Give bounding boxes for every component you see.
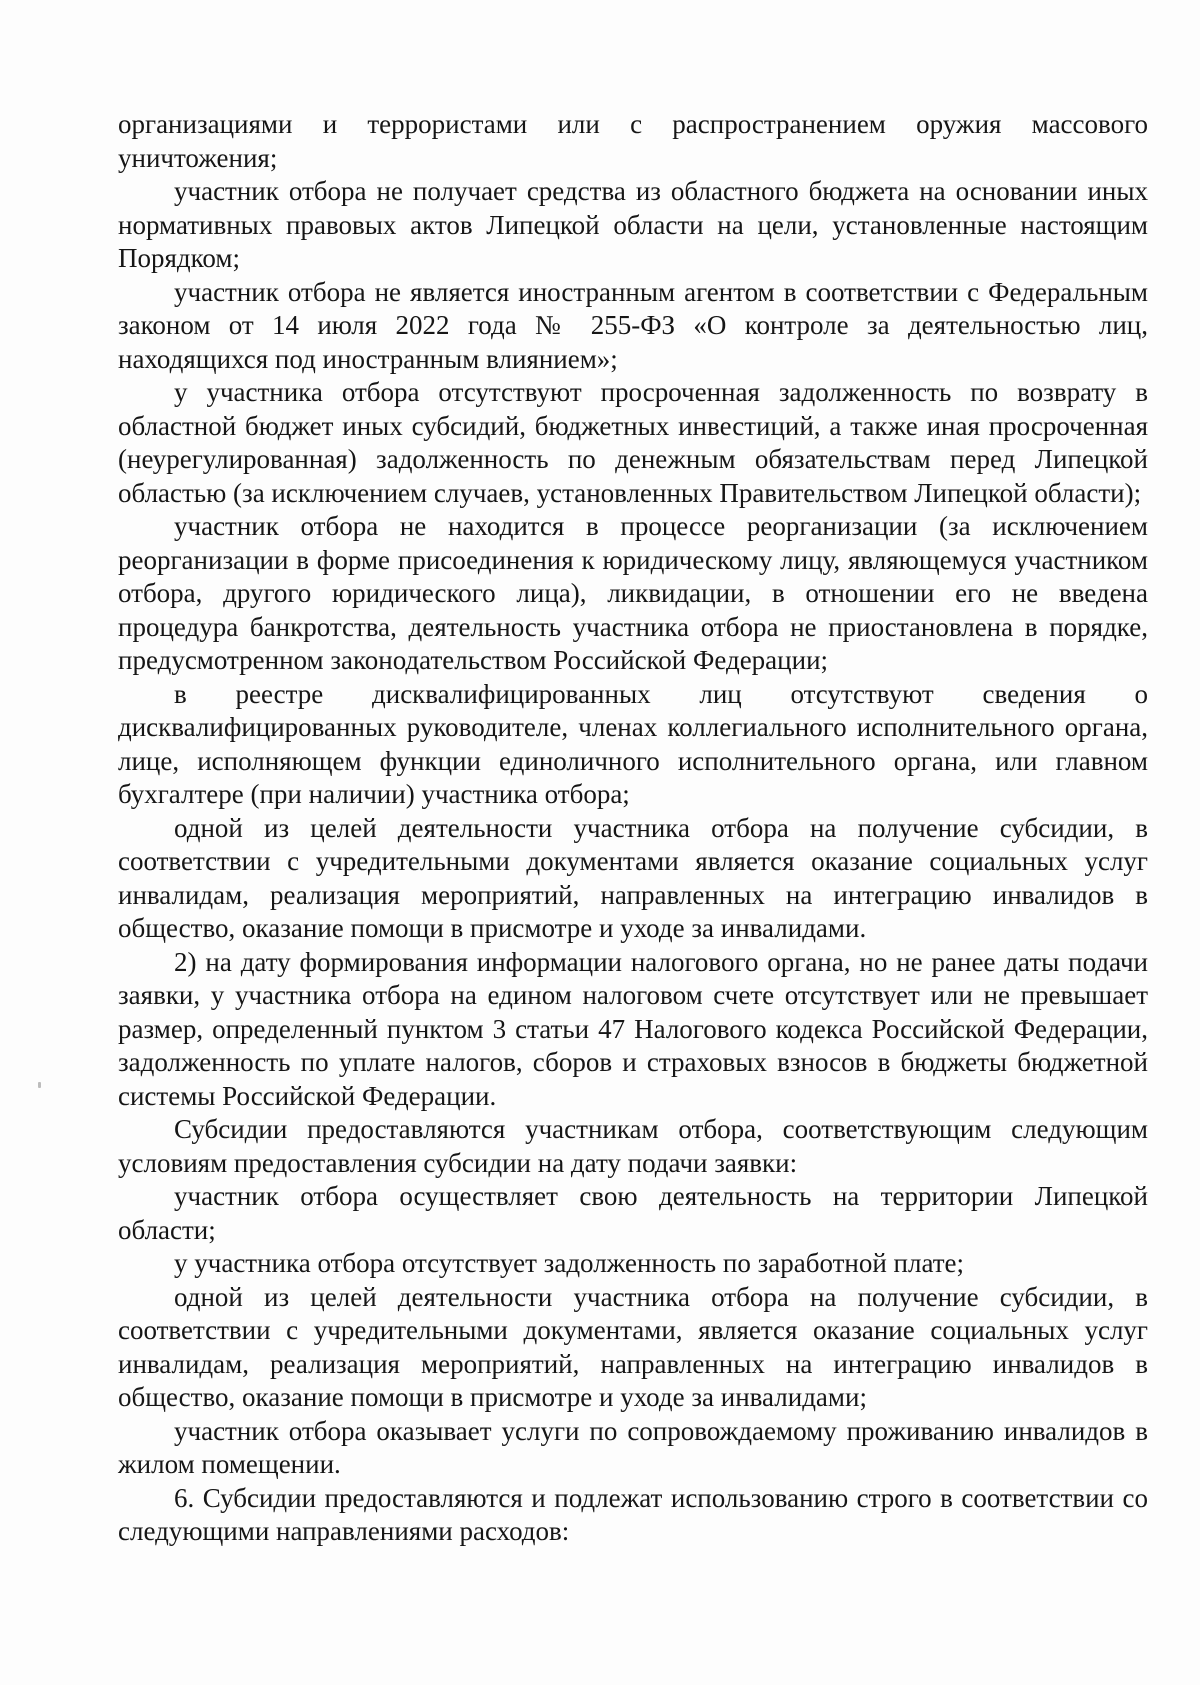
paragraph-no-reorganization: участник отбора не находится в процессе реорганизации (за исключением реорганизации в форме присоединения к юридическому лицу, являющемуся участником отбора, другого юридического лица), ликвидации, в отношении его не введена процедура банкротства, деятельность участника отбора не приостановлена в порядке, предусмотренном законодательством Российской Федерации; (118, 511, 1148, 675)
paragraph-section-6: 6. Субсидии предоставляются и подлежат использованию строго в соответствии со следующими направлениями расходов: (118, 1482, 1148, 1546)
document-body (118, 108, 1148, 1549)
paragraph-continuation: организациями и террористами или с распространением оружия массового уничтожения; (118, 109, 1148, 173)
paragraph-no-salary-debt: у участника отбора отсутствует задолженность по заработной плате; (174, 1248, 965, 1278)
paragraph-no-regional-budget-funds: участник отбора не получает средства из областного бюджета на основании иных нормативных правовых актов Липецкой области на цели, установленные настоящим Порядком; (118, 176, 1148, 273)
paragraph-activity-goal-2: одной из целей деятельности участника отбора на получение субсидии, в соответствии с учредительными документами, является оказание социальных услуг инвалидам, реализация мероприятий, направленных на интеграцию инвалидов в общество, оказание помощи в присмотре и уходе за инвалидами; (118, 1281, 1148, 1412)
paragraph-no-overdue-debt: у участника отбора отсутствуют просроченная задолженность по возврату в областной бюджет иных субсидий, бюджетных инвестиций, а также иная просроченная (неурегулированная) задолженность по денежным обязательствам перед Липецкой областью (за исключением случаев, установленных Правительством Липецкой области); (118, 377, 1148, 508)
scan-speck (38, 1082, 41, 1088)
paragraph-territory: участник отбора осуществляет свою деятельность на территории Липецкой области; (118, 1181, 1148, 1245)
paragraph-supported-living: участник отбора оказывает услуги по сопровождаемому проживанию инвалидов в жилом помещении. (118, 1415, 1148, 1479)
paragraph-activity-goal: одной из целей деятельности участника отбора на получение субсидии, в соответствии с учредительными документами является оказание социальных услуг инвалидам, реализация мероприятий, направленных на интеграцию инвалидов в общество, оказание помощи в присмотре и уходе за инвалидами. (118, 812, 1148, 943)
paragraph-tax-debt: 2) на дату формирования информации налогового органа, но не ранее даты подачи заявки, у участника отбора на едином налоговом счете отсутствует или не превышает размер, определенный пунктом 3 статьи 47 Налогового кодекса Российской Федерации, задолженность по уплате налогов, сборов и страховых взносов в бюджеты бюджетной системы Российской Федерации. (118, 946, 1148, 1111)
paragraph-disqualified-persons: в реестре дисквалифицированных лиц отсутствуют сведения о дисквалифицированных руководителе, членах коллегиального исполнительного органа, лице, исполняющем функции единоличного исполнительного органа, или главном бухгалтере (при наличии) участника отбора; (118, 678, 1148, 809)
paragraph-not-foreign-agent: участник отбора не является иностранным агентом в соответствии с Федеральным законом от 14 июля 2022 года № 255-ФЗ «О контроле за деятельностью лиц, находящихся под иностранным влиянием»; (118, 276, 1148, 374)
paragraph-subsidy-conditions: Субсидии предоставляются участникам отбора, соответствующим следующим условиям предоставления субсидии на дату подачи заявки: (118, 1114, 1148, 1178)
